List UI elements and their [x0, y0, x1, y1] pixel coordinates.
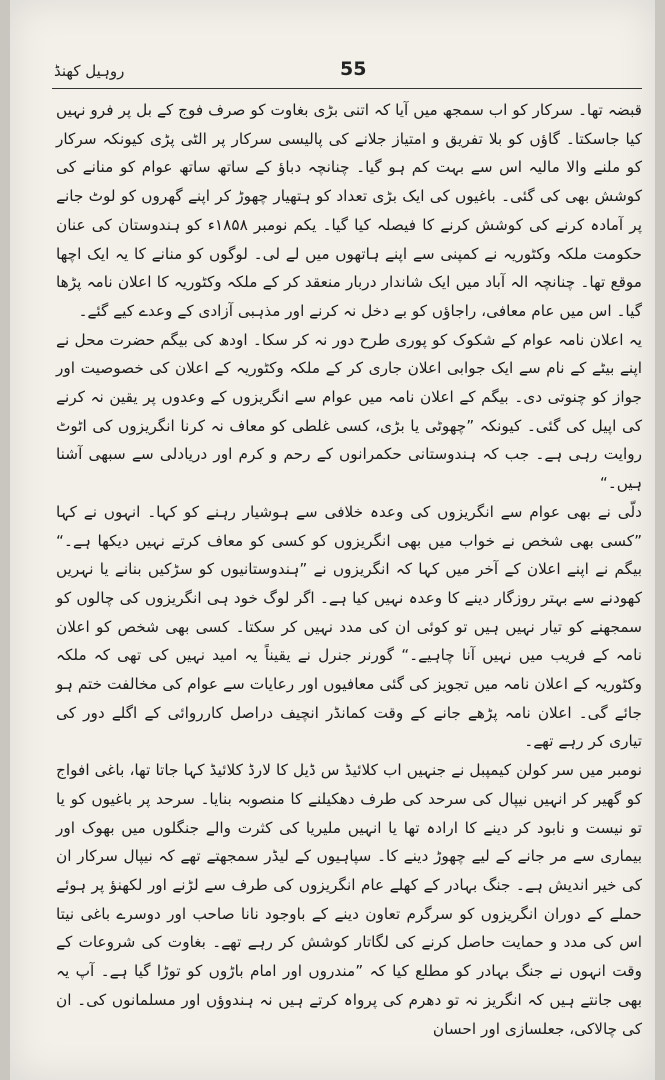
paragraph: دلّی نے بھی عوام سے انگریزوں کی وعدہ خلافی سے ہوشیار رہنے کو کہا۔ انہوں نے کہا ”کسی بھی شخص نے خواب میں بھی انگریزوں کو کسی کو معاف کرتے نہیں دیکھا ہے۔“ بیگم نے اپنے اعلان کے آخر میں کہا کہ انگریزوں نے ”ہندوستانیوں کو سڑکیں بنانے یا نہریں کھودنے سے بہتر روزگار دینے کا وعدہ نہیں کیا ہے۔ اگر لوگ خود ہی انگریزوں کی چالوں کو سمجھنے کو تیار نہیں ہیں تو کوئی ان کی مدد نہیں کر سکتا۔ کسی بھی شخص کو اعلان نامہ کے فریب میں نہیں آنا چاہیے۔“ گورنر جنرل نے یقیناً یہ امید نہیں کی تھی کہ ملکہ وکٹوریہ کے اعلان نامہ میں تجویز کی گئی معافیوں اور رعایات سے عوام کی مخالفت ختم ہو جائے گی۔ اعلان نامہ پڑھے جانے کے وقت کمانڈر انچیف دراصل کارروائی کے اگلے دور کی تیاری کر رہے تھے۔ [56, 502, 642, 751]
book-page [10, 0, 655, 1080]
paragraph: نومبر میں سر کولن کیمپبل نے جنہیں اب کلائیڈ س ڈیل کا لارڈ کلائیڈ کہا جاتا تھا، باغی افواج کو گھیر کر انہیں نیپال کی سرحد کی طرف دھکیلنے کا منصوبہ بنایا۔ سرحد پر باغیوں کو یا تو نیست و نابود کر دینے کا ارادہ تھا یا انہیں ملیریا کی کثرت والے جنگلوں میں بھوک اور بیماری سے مر جانے کے لیے چھوڑ دینے کا۔ سپاہیوں کے لیڈر سمجھتے تھے کہ نیپال سرکار ان کی خیر اندیش ہے۔ جنگ بہادر کے کھلے عام انگریزوں کی طرف سے لڑنے اور لکھنؤ پر ہوئے حملے کے دوران انگریزوں کو سرگرم تعاون دینے کے باوجود نانا صاحب اور دوسرے باغی نیتا اس کی مدد و حمایت حاصل کرنے کی لگاتار کوشش کر رہے تھے۔ بغاوت کی شروعات کے وقت انہوں نے جنگ بہادر کو مطلع کیا کہ ”مندروں اور امام باڑوں کو توڑا گیا ہے۔ آپ یہ بھی جانتے ہیں کہ انگریز نہ تو دھرم کی پرواہ کرتے ہیں نہ ہندوؤں اور مسلمانوں کی۔ ان کی چالاکی، جعلسازی اور احسان [56, 761, 642, 1038]
running-head: روہیل کھنڈ [54, 62, 125, 80]
header-rule [52, 88, 642, 89]
page-header [10, 58, 655, 88]
body-text [56, 96, 642, 1043]
paragraph: یہ اعلان نامہ عوام کے شکوک کو پوری طرح دور نہ کر سکا۔ اودھ کی بیگم حضرت محل نے اپنے بیٹے کے نام سے ایک جوابی اعلان جاری کر کے ملکہ وکٹوریہ کے اعلان کی خصوصیت اور جواز کو چنوتی دی۔ بیگم کے اعلان نامہ میں عوام سے انگریزوں کے وعدوں پر یقین نہ کرنے کی اپیل کی گئی۔ کیونکہ ”چھوٹی یا بڑی، کسی غلطی کو معاف نہ کرنا انگریزوں کی اٹوٹ روایت رہی ہے۔ جب کہ ہندوستانی حکمرانوں کے رحم و کرم اور دریادلی سے سبھی آشنا ہیں۔“ [56, 330, 642, 493]
paragraph: قبضہ تھا۔ سرکار کو اب سمجھ میں آیا کہ اتنی بڑی بغاوت کو صرف فوج کے بل پر فرو نہیں کیا جاسکتا۔ گاؤں کو بلا تفریق و امتیاز جلانے کی پالیسی سرکار پر الٹی پڑی کیونکہ سرکار کو ملنے والا مالیہ اس سے بہت کم ہو گیا۔ چنانچہ دباؤ کے ساتھ ساتھ عوام کو منانے کی کوشش بھی کی گئی۔ باغیوں کی ایک بڑی تعداد کو ہتھیار چھوڑ کر اپنے گھروں کو لوٹ جانے پر آمادہ کرنے کی کوشش کرنے کا فیصلہ کیا گیا۔ یکم نومبر ۱۸۵۸ء کو ہندوستان کی عنان حکومت ملکہ وکٹوریہ نے کمپنی سے اپنے ہاتھوں میں لے لی۔ لوگوں کو منانے کا یہ ایک اچھا موقع تھا۔ چنانچہ الہ آباد میں ایک شاندار دربار منعقد کر کے ملکہ وکٹوریہ کا اعلان نامہ پڑھا گیا۔ اس میں عام معافی، راجاؤں کو بے دخل نہ کرنے اور مذہبی آزادی کے وعدے کیے گئے۔ [56, 101, 642, 320]
page-number: 55 [340, 58, 367, 80]
